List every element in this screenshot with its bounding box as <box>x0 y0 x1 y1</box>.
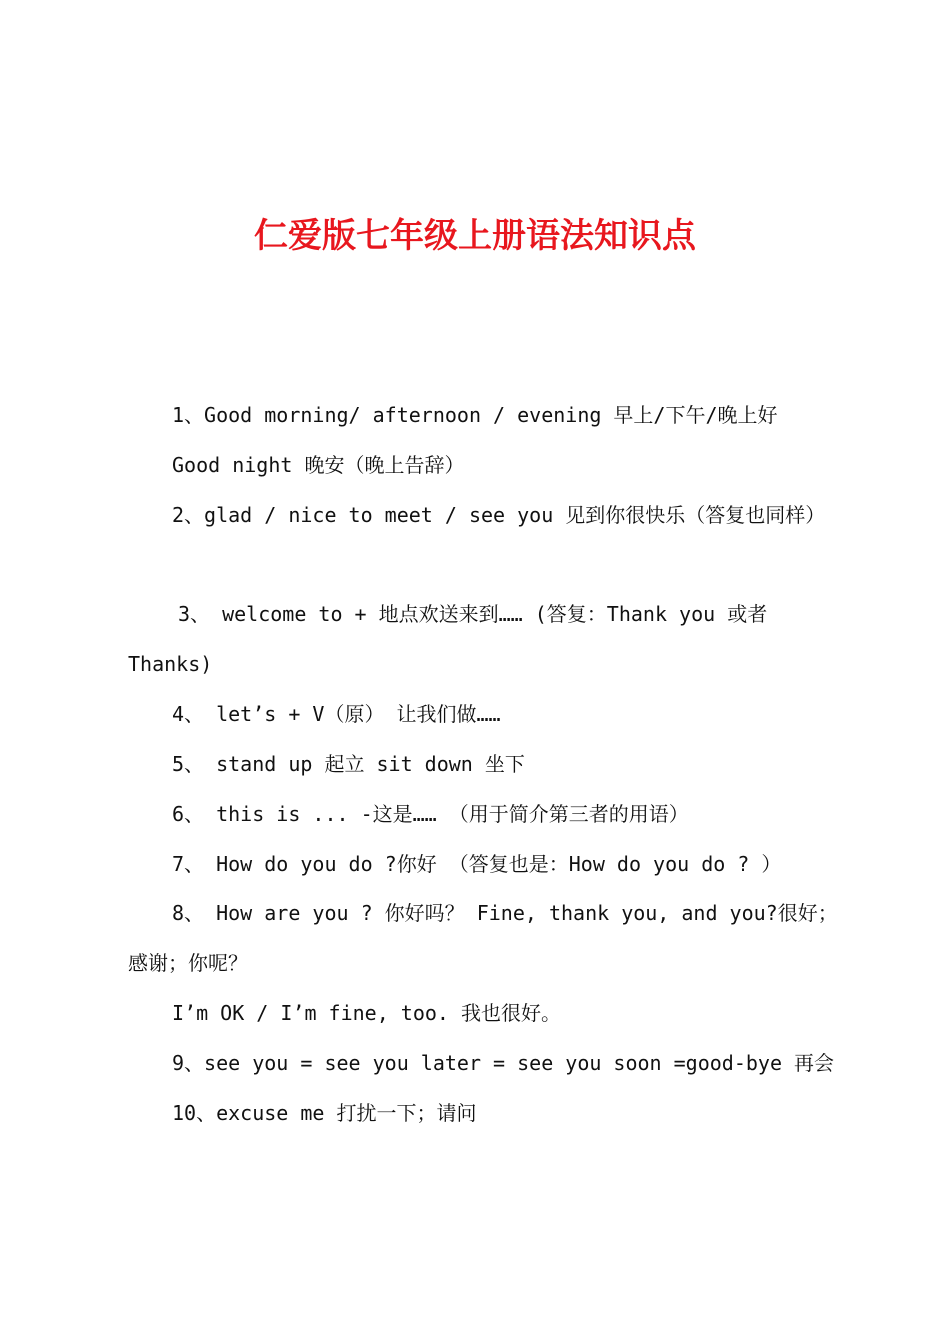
text-line-5: Thanks) <box>128 652 213 676</box>
text-line-7: 5、 stand up 起立 sit down 坐下 <box>172 752 525 776</box>
text-line-4: 3、 welcome to + 地点欢送来到…… (答复：Thank you 或者 <box>178 602 768 626</box>
text-line-14: 10、excuse me 打扰一下；请问 <box>172 1101 477 1125</box>
text-line-13: 9、see you = see you later = see you soon =good-bye 再会 <box>172 1051 835 1075</box>
text-line-3: 2、glad / nice to meet / see you 见到你很快乐（答复也同样） <box>172 503 826 527</box>
text-line-6: 4、 let’s + V（原） 让我们做…… <box>172 702 501 726</box>
text-line-11: 感谢；你呢？ <box>128 951 248 975</box>
text-line-2: Good night 晚安（晚上告辞） <box>172 453 465 477</box>
text-line-8: 6、 this is ... -这是…… （用于简介第三者的用语） <box>172 802 689 826</box>
text-line-9: 7、 How do you do ?你好 （答复也是：How do you do ? ） <box>172 852 782 876</box>
text-line-1: 1、Good morning/ afternoon / evening 早上/下午/晚上好 <box>172 403 778 427</box>
document-title: 仁爱版七年级上册语法知识点 <box>254 216 696 256</box>
text-line-12: I’m OK / I’m fine, too. 我也很好。 <box>172 1001 561 1025</box>
text-line-10: 8、 How are you ? 你好吗？ Fine, thank you, and you?很好； <box>172 901 838 925</box>
